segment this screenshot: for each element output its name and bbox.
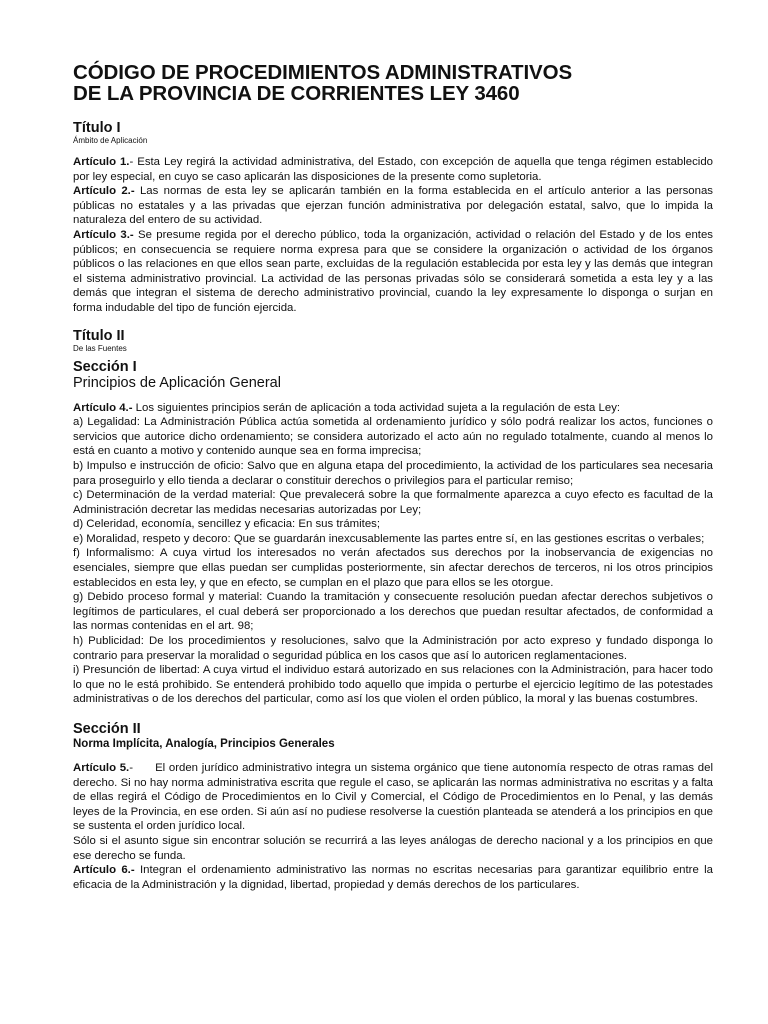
articulo-2-text: Las normas de esta ley se aplicarán también en la forma establecida en el artículo anterior a las personas públicas no estatales y a las privadas que ejerzan función administrativa por delegación estatal, salvo, que lo impida la naturaleza del entero de su actividad.: [73, 185, 713, 227]
articulo-5-continuation: Sólo si el asunto sigue sin encontrar solución se recurrirá a las leyes análogas de derecho nacional y a los principios en que ese derecho se funda.: [73, 834, 713, 862]
articulo-3: [73, 228, 713, 316]
document-body: [73, 61, 717, 892]
articulo-1-label: Artículo 1.: [73, 156, 130, 168]
articulo-5-text: - El orden jurídico administrativo integra un sistema orgánico que tiene autonomía respecto de otras ramas del derecho. Si no hay norma administrativa escrita que regule el caso, se aplicarán las normas administrativa no escritas y a falta de ellas regirá el Código de Procedimientos en lo Civil y Comercial, el Código de Procedimientos en lo Penal, y las demás leyes de la Provincia, en ese orden. Si aún así no pudiese resolverse la cuestión planteada se atenderá a los principios en que se sustenta el orden jurídico local.: [73, 762, 717, 833]
seccion-2-heading: Sección II: [73, 721, 141, 737]
articulo-4: [73, 401, 713, 416]
document-title-line1: CÓDIGO DE PROCEDIMIENTOS ADMINISTRATIVOS: [73, 61, 573, 84]
articulo-4-item-b: b) Impulso e instrucción de oficio: Salvo que en alguna etapa del procedimiento, la actividad de los particulares sea necesaria para proseguirlo y ello tienda a declarar o constituir derechos o privilegios para el particular remiso;: [73, 459, 713, 487]
articulo-4-item-h: h) Publicidad: De los procedimientos y resoluciones, salvo que la Administración por acto expreso y fundado disponga lo contrario para preservar la moralidad o seguridad pública en los casos que así lo autoricen reglamentaciones.: [73, 635, 713, 662]
articulo-4-item-f: f) Informalismo: A cuya virtud los interesados no verán afectados sus derechos por la inobservancia de exigencias no esenciales, siempre que ellas puedan ser cumplidas posteriormente, sin afectar derechos de terceros, ni los otros principios establecidos en esta ley, y que en efecto, se cumplan en el plazo que para ellos se les otorgue.: [73, 547, 713, 589]
articulo-4-label: Artículo 4.-: [73, 401, 133, 414]
seccion-1-heading: Sección I: [73, 358, 137, 375]
titulo-2-heading: Título II: [73, 327, 125, 344]
seccion-1-subtitle: Principios de Aplicación General: [73, 374, 281, 391]
titulo-1-subtitle: Ámbito de Aplicación: [73, 136, 148, 145]
articulo-6-text: Integran el ordenamiento administrativo las normas no escritas necesarias para garantizar equilibrio entre la eficacia de la Administración y la dignidad, libertad, propiedad y demás derechos de los particulares.: [73, 864, 713, 891]
titulo-2-subtitle: De las Fuentes: [73, 343, 127, 353]
document-title: [73, 62, 713, 104]
articulo-4-item-c: c) Determinación de la verdad material: Que prevalecerá sobre la que formalmente aparezca a cuyo efecto es facultad de la Administración decretar las medidas necesarias autorizadas por Ley;: [73, 489, 713, 516]
articulo-2: [73, 184, 713, 228]
articulo-1: [73, 155, 713, 184]
articulo-4-item-g: g) Debido proceso formal y material: Cuando la tramitación y consecuente resolución puedan afectar derechos subjetivos o legítimos de particulares, el cual deberá ser proporcionado a los derechos que puedan resultar afectados, de conformidad a las normas contenidas en el art. 98;: [73, 591, 713, 633]
titulo-1-heading: Título I: [73, 120, 121, 136]
document-title-line2: DE LA PROVINCIA DE CORRIENTES LEY 3460: [73, 82, 520, 105]
seccion-2-subtitle: Norma Implícita, Analogía, Principios Generales: [73, 738, 335, 750]
articulo-2-label: Artículo 2.-: [73, 185, 135, 198]
articulo-4-item-a: a) Legalidad: La Administración Pública actúa sometida al ordenamiento jurídico y sólo podrá realizar los actos, funciones o servicios que autorice dicho ordenamiento; se considera autorizado el acto aún no regulado totalmente, cuando al menos lo está en cuanto a motivo y contenido aunque sea en forma imprecisa;: [73, 416, 713, 458]
articulo-3-text: Se presume regida por el derecho público, toda la organización, actividad o relación del Estado y de los entes públicos; en consecuencia se requiere norma expresa para que se considere la organización o actividad de los órganos públicos o las relaciones en que ellos sean parte, excluidas de la regulación establecida por esta ley y las demás que integran el sistema administrativo provincial. La actividad de las personas privadas sólo se considerará sometida a esta ley y a las demás que integran el sistema de derecho administrativo provincial, cuando la ley expresamente lo disponga o surjan en forma indudable del tipo de función ejercida.: [73, 228, 713, 314]
articulo-4-item-i: i) Presunción de libertad: A cuya virtud el individuo estará autorizado en sus relaciones con la Administración, para hacer todo lo que no le está prohibido. Se entenderá prohibido todo aquello que impida o perturbe el ejercicio legítimo de las potestades administrativas o de los derechos del particular, como así los que violen el orden público, la moral y las buenas costumbres.: [73, 664, 713, 706]
articulo-5-label: Artículo 5.: [73, 762, 130, 774]
articulo-6: [73, 863, 713, 892]
articulo-1-text: - Esta Ley regirá la actividad administrativa, del Estado, con excepción de aquella que tenga régimen establecido por ley especial, en cuyo se caso aplicarán las disposiciones de la presente como supletoria.: [73, 156, 714, 183]
articulo-5: [73, 761, 717, 834]
articulo-4-item-d: d) Celeridad, economía, sencillez y eficacia: En sus trámites;: [73, 518, 381, 531]
articulo-4-item-e: e) Moralidad, respeto y decoro: Que se guardarán inexcusablemente las partes entre sí, en las gestiones escritas o verbales;: [73, 532, 705, 545]
articulo-3-label: Artículo 3.-: [73, 228, 134, 241]
articulo-6-label: Artículo 6.-: [73, 864, 135, 877]
articulo-4-text: Los siguientes principios serán de aplicación a toda actividad sujeta a la regulación de esta Ley:: [132, 401, 621, 414]
